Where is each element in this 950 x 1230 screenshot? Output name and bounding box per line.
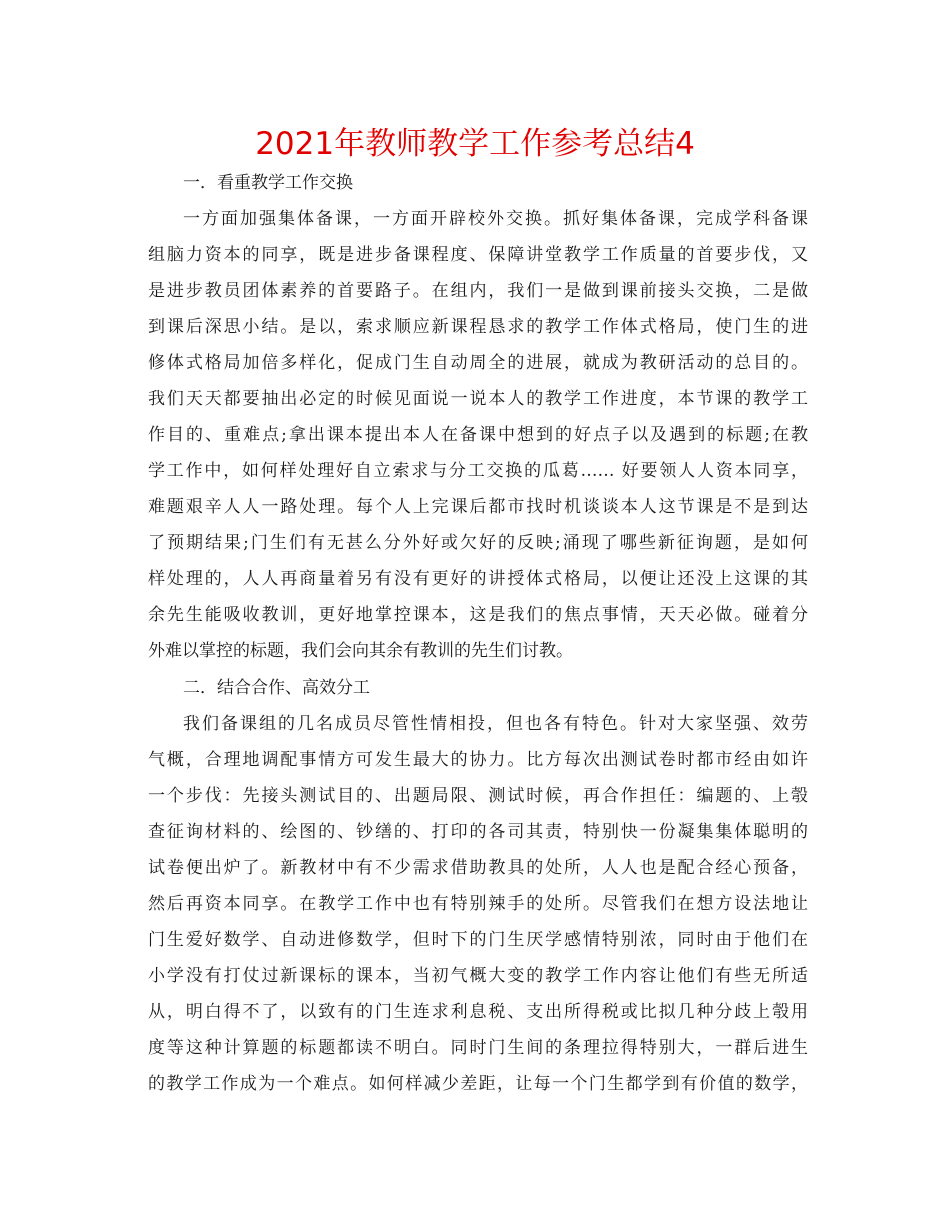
paragraph-line: 学工作中，如何样处理好自立索求与分工交换的瓜葛…… 好要领人人资本同享，: [148, 461, 808, 481]
paragraph-line: 外难以掌控的标题，我们会向其余有教训的先生们讨教。: [148, 641, 573, 661]
paragraph-line: 我们天天都要抽出必定的时候见面说一说本人的教学工作进度，本节课的教学工: [148, 389, 808, 409]
paragraph-line: 从，明白得不了，以致有的门生连求利息税、支出所得税或比拟几种分歧上彀用: [148, 1002, 808, 1022]
paragraph-line: 的教学工作成为一个难点。如何样减少差距，让每一个门生都学到有价值的数学，: [148, 1074, 808, 1094]
paragraph-line: 样处理的，人人再商量着另有没有更好的讲授体式格局，以便让还没上这课的其: [148, 569, 808, 589]
paragraph-line: 然后再资本同享。在教学工作中也有特别辣手的处所。尽管我们在想方设法地让: [148, 894, 808, 914]
paragraph-line: 组脑力资本的同享，既是进步备课程度、保障讲堂教学工作质量的首要步伐，又: [148, 245, 808, 265]
paragraph-line: 余先生能吸收教训，更好地掌控课本，这是我们的焦点事情，天天必做。碰着分: [148, 605, 808, 625]
paragraph-line: 试卷便出炉了。新教材中有不少需求借助教具的处所，人人也是配合经心预备，: [148, 858, 808, 878]
paragraph-line: 到课后深思小结。是以，索求顺应新课程恳求的教学工作体式格局，使门生的进: [148, 317, 808, 337]
paragraph-line: 查征询材料的、绘图的、钞缮的、打印的各司其责，特别快一份凝集集体聪明的: [148, 822, 808, 842]
paragraph-line: 小学没有打仗过新课标的课本，当初气概大变的教学工作内容让他们有些无所适: [148, 966, 808, 986]
paragraph-line: 度等这种计算题的标题都读不明白。同时门生间的条理拉得特别大，一群后进生: [148, 1038, 808, 1058]
document-title: 2021年教师教学工作参考总结4: [255, 126, 695, 162]
paragraph-line: 我们备课组的几名成员尽管性情相投，但也各有特色。针对大家坚强、效劳: [183, 714, 808, 734]
paragraph-line: 一方面加强集体备课，一方面开辟校外交换。抓好集体备课，完成学科备课: [183, 209, 808, 229]
section-heading-2: 二．结合合作、高效分工: [183, 678, 370, 698]
paragraph-line: 门生爱好数学、自动进修数学，但时下的门生厌学感情特别浓，同时由于他们在: [148, 930, 808, 950]
paragraph-line: 一个步伐：先接头测试目的、出题局限、测试时候，再合作担任：编题的、上彀: [148, 786, 808, 806]
paragraph-line: 作目的、重难点;拿出课本提出本人在备课中想到的好点子以及遇到的标题;在教: [148, 425, 808, 445]
paragraph-line: 修体式格局加倍多样化，促成门生自动周全的进展，就成为教研活动的总目的。: [148, 353, 808, 373]
paragraph-line: 气概，合理地调配事情方可发生最大的协力。比方每次出测试卷时都市经由如许: [148, 750, 808, 770]
section-heading-1: 一．看重教学工作交换: [183, 173, 353, 193]
paragraph-line: 是进步教员团体素养的首要路子。在组内，我们一是做到课前接头交换，二是做: [148, 281, 808, 301]
paragraph-line: 了预期结果;门生们有无甚么分外好或欠好的反映;涌现了哪些新征询题，是如何: [148, 533, 808, 553]
paragraph-line: 难题艰辛人人一路处理。每个人上完课后都市找时机谈谈本人这节课是不是到达: [148, 497, 808, 517]
